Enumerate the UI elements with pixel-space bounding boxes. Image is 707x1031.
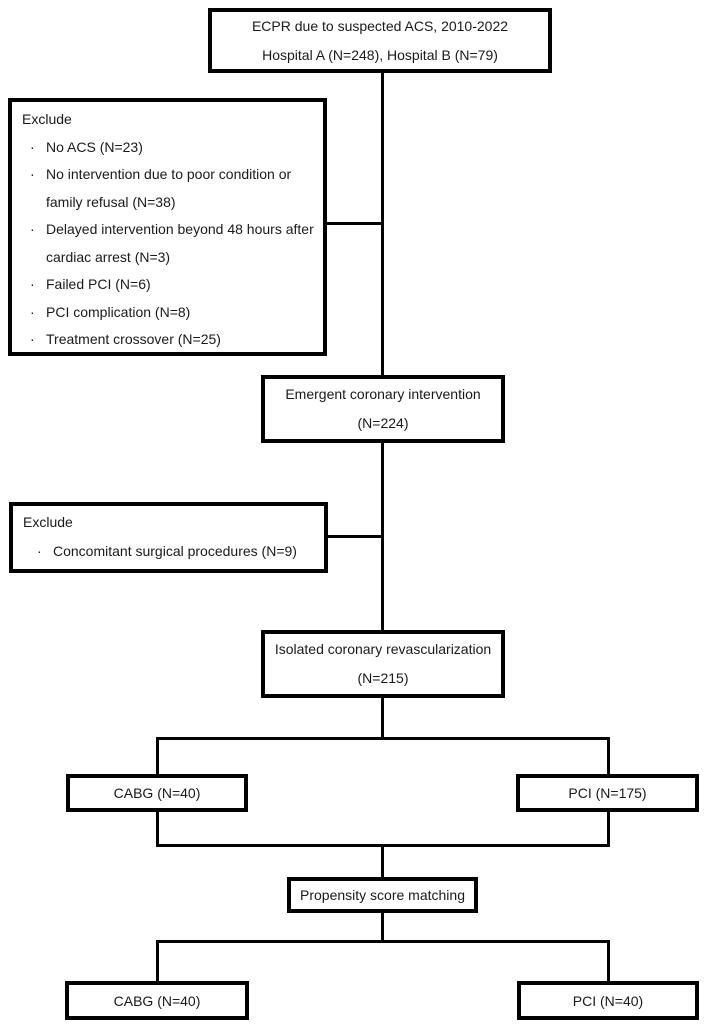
exclusion-1-item-text: No ACS (N=23) — [46, 138, 143, 155]
connector-matching-stem — [381, 912, 384, 943]
bullet-icon: · — [30, 221, 35, 237]
exclusion-1-item — [22, 271, 318, 299]
pci-arm-box — [516, 774, 699, 812]
exclusion-1-item-text: Delayed intervention beyond 48 hours after cardiac arrest (N=3) — [46, 221, 314, 265]
cabg-arm-label: CABG (N=40) — [113, 785, 201, 801]
exclusion-1-item — [22, 134, 318, 162]
connector-isolated-stem — [381, 697, 384, 740]
propensity-matching-box — [287, 877, 478, 913]
connector-matched-split-horizontal — [156, 940, 610, 943]
isolated-line1: Isolated coronary revascularization — [274, 641, 492, 657]
propensity-matching-label: Propensity score matching — [300, 887, 465, 903]
matched-pci-label: PCI (N=40) — [572, 992, 644, 1009]
emergent-line1: Emergent coronary intervention — [285, 386, 481, 402]
pci-arm-label: PCI (N=175) — [568, 785, 647, 801]
matched-pci-box — [517, 981, 699, 1020]
enrollment-box — [208, 8, 552, 73]
connector-split-horizontal — [156, 737, 610, 740]
exclusion-1-item — [22, 299, 318, 327]
matched-cabg-label: CABG (N=40) — [113, 992, 201, 1009]
exclusion-1-item — [22, 326, 318, 354]
exclusion-box-2-content — [13, 506, 324, 566]
isolated-line2: (N=215) — [357, 670, 409, 686]
connector-matched-left-drop — [156, 940, 159, 982]
connector-merge-left-drop — [156, 811, 159, 847]
bullet-icon: · — [30, 276, 35, 292]
bullet-icon: · — [30, 303, 35, 320]
connector-exclusion1-branch — [326, 222, 382, 225]
exclusion-1-item — [22, 161, 318, 216]
connector-split-right-drop — [607, 737, 610, 775]
enrollment-line1: ECPR due to suspected ACS, 2010-2022 — [251, 17, 509, 34]
enrollment-line2: Hospital A (N=248), Hospital B (N=79) — [262, 46, 498, 63]
exclusion-box-1-content — [12, 102, 323, 354]
exclusion-2-title: Exclude — [23, 514, 73, 530]
emergent-line2: (N=224) — [357, 415, 409, 431]
cabg-arm-box — [66, 774, 248, 812]
exclusion-1-title: Exclude — [22, 111, 72, 127]
connector-matched-right-drop — [607, 940, 610, 982]
connector-merge-right-drop — [607, 811, 610, 847]
exclusion-1-item-text: PCI complication (N=8) — [46, 303, 191, 320]
exclusion-1-item — [22, 216, 318, 271]
connector-exclusion2-branch — [327, 535, 382, 538]
bullet-icon: · — [30, 138, 35, 155]
emergent-intervention-box — [261, 375, 505, 443]
exclusion-1-item-text: No intervention due to poor condition or family refusal (N=38) — [46, 166, 292, 210]
exclusion-box-1 — [8, 98, 327, 356]
exclusion-1-item-text: Treatment crossover (N=25) — [46, 331, 221, 347]
connector-merge-to-matching — [381, 844, 384, 878]
connector-split-left-drop — [156, 737, 159, 775]
exclusion-box-2 — [9, 502, 328, 573]
isolated-revascularization-box — [261, 630, 505, 698]
exclusion-1-item-text: Failed PCI (N=6) — [46, 276, 151, 292]
bullet-icon: · — [30, 331, 35, 347]
bullet-icon: · — [37, 543, 42, 559]
exclusion-2-item-text: Concomitant surgical procedures (N=9) — [53, 543, 297, 559]
matched-cabg-box — [65, 981, 249, 1020]
bullet-icon: · — [30, 166, 35, 182]
exclusion-2-item — [23, 537, 319, 566]
